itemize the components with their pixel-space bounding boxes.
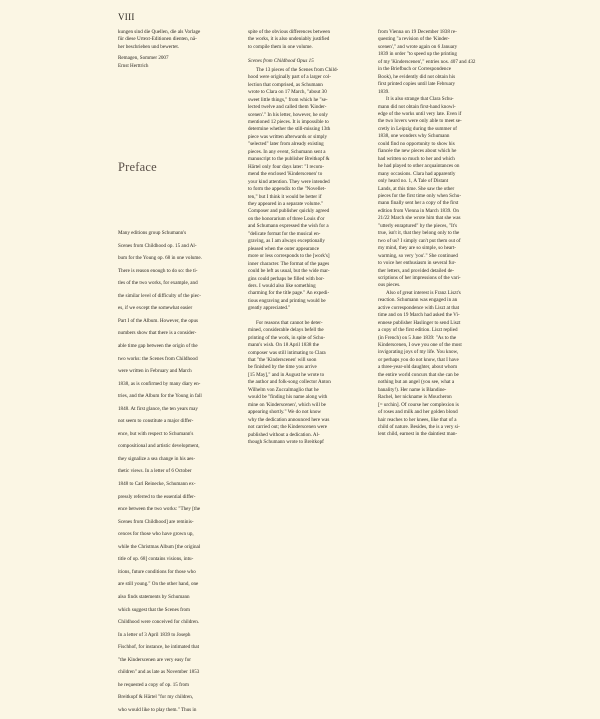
text-line: he had played to other acquaintances on	[378, 163, 460, 170]
text-line: ennese publisher Haslinger to send Liszt	[378, 319, 461, 326]
text-line: mend the enclosed 'Kinderscenen' to	[248, 171, 323, 178]
text-line: published without a dedication. Al-	[248, 431, 320, 438]
text-line: are still young." On the other hand, one	[118, 581, 199, 588]
text-line: mine on 'Kinderscenen', which will be	[248, 401, 326, 408]
text-line: could be left as usual, but the wide mar-	[248, 268, 330, 275]
text-line: In a letter of 3 April 1839 to Joseph	[118, 631, 191, 638]
text-line: why the dedication announced here was	[248, 416, 330, 423]
text-line: child of nature. Besides, the is a very si-	[378, 424, 460, 431]
text-line: Rachel, her nickname is Moucheron	[378, 394, 452, 401]
text-line: For reasons that cannot be deter-	[256, 319, 323, 326]
text-line: they signalize a sea change in his aes-	[118, 455, 196, 462]
text-line: ence between the two works: "They [the	[118, 506, 201, 513]
col3-para-3	[378, 290, 502, 439]
text-line: in the Briefbuch or Correspondence	[378, 66, 451, 73]
text-line: Childhood were conceived for children.	[118, 619, 200, 626]
col3-para-2	[378, 96, 502, 290]
text-line: mined, considerable delays befell the	[248, 327, 324, 334]
text-line: would be "finding his name along with	[248, 394, 328, 401]
text-line: It is also strange that Clara Schu-	[386, 96, 454, 103]
page-number: VIII	[118, 12, 135, 22]
text-line: to compile them in one volume.	[248, 43, 313, 50]
col3-para-1	[378, 29, 502, 96]
text-line: her beschrieben und bewertet.	[118, 43, 180, 50]
text-line: from Vienna on 19 December 1838 re-	[378, 29, 457, 35]
text-line: lection that comprised, as Schumann	[248, 81, 323, 88]
text-line: able time gap between the origin of the	[118, 343, 198, 350]
preface-col2	[248, 29, 366, 446]
text-line: scenen'," and wrote again on 6 January	[378, 43, 458, 50]
text-line: composer was still intimating to Clara	[248, 349, 326, 356]
col2-intro	[248, 29, 366, 51]
text-line: only heard no. 1, A Tale of Distant	[378, 178, 449, 185]
text-line: 1838, as is confirmed by many diary en-	[118, 380, 201, 387]
text-line: Wilhelm von Zuccalmaglio that he	[248, 386, 319, 393]
text-line: scriptions of her impressions of the vari-	[378, 274, 461, 281]
text-line: There is reason enough to do so: the ti-	[118, 267, 198, 274]
text-line: ten," but I think it would be better if	[248, 193, 322, 200]
text-line: pleased when the outer appearance	[248, 245, 319, 252]
text-line: mann finally sent her a copy of the first	[378, 200, 459, 207]
text-line: cretly in Leipzig during the summer of	[378, 125, 457, 132]
text-line: nothing but an angel (you see, what a	[378, 379, 455, 386]
text-line: 1848. At first glance, the ten years may	[118, 405, 198, 412]
text-line: itions, future conditions for those who	[118, 568, 196, 575]
preface-col3	[378, 29, 502, 439]
text-line: Composer and publisher quickly agreed	[248, 208, 330, 215]
text-line: "delicate format for the musical en-	[248, 230, 321, 237]
text-line: invigorating joys of my life. You know,	[378, 349, 459, 356]
text-line: my mind, they are so simple, so heart-	[378, 245, 456, 252]
text-line: banality!). Her name is Blandine-	[378, 386, 447, 393]
text-line: Scenes from Childhood op. 15 and Al-	[118, 242, 197, 249]
text-line: warming, so very 'you'." She continued	[378, 252, 458, 259]
text-line: "the Kinderscenen are very easy for	[118, 656, 191, 663]
text-line: greatly appreciated."	[248, 305, 291, 312]
text-line: hair reaches to her knees, like that of a	[378, 416, 457, 423]
text-line: piece was written afterwards or simply	[248, 133, 328, 140]
text-line: sweet little things," from which he "se-	[248, 96, 328, 103]
author-name: Ernst Herttrich	[118, 62, 149, 69]
text-line: they appeared in a separate volume."	[248, 200, 324, 207]
text-line: "selected" later from already existing	[248, 141, 324, 148]
text-line: 1839.	[378, 88, 390, 95]
text-line: scenen'." In his letter, however, he only	[248, 111, 328, 118]
text-line: fiancée the new pieces about which he	[378, 148, 457, 155]
text-line: manuscript to the publisher Breitkopf &	[248, 156, 330, 163]
text-line: graving, as I am always exceptionally	[248, 238, 325, 245]
text-line: 1838, one wonders why Schumann	[378, 133, 450, 140]
section-heading: Scenes from Childhood Opus 15	[248, 58, 314, 65]
text-line: gins could perhaps be filled with bor-	[248, 275, 325, 282]
text-line: cences for those who have grown up,	[118, 531, 194, 538]
text-line: spite of the obvious differences between	[248, 29, 331, 35]
text-line: ders. I would also like something	[248, 282, 316, 289]
col2-main-text	[248, 67, 366, 313]
text-line: first printed copies until late February	[378, 81, 456, 88]
text-line: of my 'Kinderscenen'," entries nos. 407 and 432	[378, 58, 476, 65]
text-line: (in French) on 5 June 1839: "As to the	[378, 334, 457, 341]
text-line: pieces for the first time only when Schu-	[378, 192, 462, 199]
text-line: ous pieces.	[378, 282, 401, 289]
text-line: two works: the Scenes from Childhood	[118, 355, 198, 362]
text-line: tries, and the Album for the Young in fall	[118, 393, 202, 400]
text-line: reaction. Schumann was engaged in an	[378, 297, 458, 304]
text-line: tious engraving and printing would be	[248, 297, 326, 304]
text-line: [15 May]," and in August he wrote to	[248, 371, 325, 378]
text-line: ence, but with respect to Schumann's	[118, 430, 194, 437]
text-line: who would like to play them." Thus in	[118, 706, 197, 713]
text-line: [= urchin]. Of course her complexion is	[378, 401, 459, 408]
text-line: ther letters, and provided detailed de-	[378, 267, 455, 274]
text-line: or perhaps you do not know, that I have	[378, 356, 459, 363]
text-line: Many editions group Schumann's	[118, 230, 187, 237]
text-line: were written in February and March	[118, 368, 192, 375]
text-line: kungen sind die Quellen, die als Vorlage	[118, 29, 201, 35]
text-line: The 13 pieces of the Scenes from Child-	[256, 66, 339, 73]
text-line: Kinderscenen, I owe you one of the most	[378, 342, 462, 349]
text-line: more or less corresponds to the [work's]	[248, 253, 330, 260]
text-line: of roses and milk and her golden blond	[378, 409, 458, 416]
text-line: bum for the Young op. 68 in one volume.	[118, 255, 202, 262]
text-line: to form the appendix to the "Novellet-	[248, 186, 326, 193]
intro-german-block	[118, 29, 236, 70]
preface-title: Preface	[118, 160, 157, 174]
text-line: true, isn't it, that they belong only to the	[378, 230, 460, 237]
text-line: time and on 19 March had asked the Vi-	[378, 312, 460, 319]
text-line: the author and folk-song collector Anton	[248, 379, 331, 386]
text-line: mann's wish. On 18 April 1838 the	[248, 342, 319, 349]
text-line: lent child, earnest in the daintiest man-	[378, 431, 458, 438]
text-line: edition from Vienna in March 1839. On	[378, 207, 459, 214]
text-line: es, if we except the somewhat easier	[118, 305, 193, 312]
text-line: für diese Urtext-Editionen dienten, nä-	[118, 36, 197, 43]
text-line: though Schumann wrote to Breitkopf	[248, 439, 324, 446]
text-line: printing of the work, in spite of Schu-	[248, 334, 325, 341]
text-line: which suggest that the Scenes from	[118, 606, 191, 613]
text-line: Fischhof, for instance, he intimated that	[118, 644, 200, 651]
text-line: mentioned 12 pieces. It is impossible to	[248, 118, 329, 125]
text-line: the two lovers were only able to meet se-	[378, 118, 462, 125]
text-line: inner character. The format of the pages	[248, 260, 330, 267]
text-line: charming for the title page." An expedi-	[248, 290, 330, 297]
text-line: lected twelve and called them 'Kinder-	[248, 104, 327, 111]
text-line: a copy of the first edition. Liszt replied	[378, 327, 458, 334]
text-line: and Schumann expressed the wish for a	[248, 223, 329, 230]
text-line: he requested a copy of op. 15 from	[118, 681, 190, 688]
preface-col1	[118, 225, 238, 719]
text-line: the similar level of difficulty of the piec-	[118, 292, 201, 299]
text-line: on the honorarium of three Louis d'or	[248, 215, 325, 222]
text-line: a three-year-old daughter, about whom	[378, 364, 458, 371]
text-line: also finds statements by Schumann	[118, 593, 190, 600]
text-line: be finished by the time you arrive	[248, 364, 317, 371]
text-line: Härtel only four days later: "I recom-	[248, 163, 324, 170]
text-line: appearing shortly." We do not know	[248, 409, 322, 416]
text-line: 21/22 March she wrote him that she was	[378, 215, 461, 222]
text-line: Scenes from Childhood] are reminis-	[118, 518, 194, 525]
text-line: children" and as late as November 1853	[118, 669, 200, 676]
text-line: could find no opportunity to show his	[378, 140, 455, 147]
text-line: your kind attention. They were intended	[248, 178, 330, 185]
text-line: mann did not obtain first-hand knowl-	[378, 103, 456, 110]
text-line: two of us? I simply can't put them out of	[378, 237, 461, 244]
text-line: while the Christmas Album [the original	[118, 543, 201, 550]
text-line: active correspondence with Liszt at that	[378, 304, 460, 311]
text-line: tles of the two works, for example, and	[118, 280, 198, 287]
text-line: the works, it is also undeniably justified	[248, 36, 330, 43]
text-line: questing "a revision of the 'Kinder-	[378, 36, 450, 43]
col2-second-para	[248, 320, 366, 447]
text-line: the entire world concurs that she can be	[378, 371, 459, 378]
text-line: Book), he evidently did not obtain his	[378, 73, 456, 80]
text-line: Breitkopf & Härtel "for my children,	[118, 694, 194, 701]
text-line: pressly referred to the essential differ-	[118, 493, 196, 500]
text-line: Also of great interest is Franz Liszt's	[386, 289, 461, 296]
text-line: Lands, at this time. She saw the other	[378, 185, 455, 192]
text-line: compositional and artistic development,	[118, 443, 200, 450]
text-line: "utterly enraptured" by the pieces, "It's	[378, 222, 458, 229]
text-line: numbers show that there is a consider-	[118, 330, 197, 337]
text-line: hood were originally part of a larger col-	[248, 74, 331, 81]
text-line: to voice her enthusiasm in several fur-	[378, 260, 456, 267]
text-line: many occasions. Clara had apparently	[378, 170, 456, 177]
text-line: not carried out; the Kinderscenen were	[248, 424, 328, 431]
text-line: that "the 'Kinderscenen' will soon	[248, 357, 317, 364]
place-date: Remagen, Sommer 2007	[118, 55, 169, 62]
text-line: wrote to Clara on 17 March, "about 30	[248, 89, 327, 96]
text-line: Part I of the Album. However, the opus	[118, 317, 199, 324]
text-line: edge of the works until very late. Even if	[378, 110, 462, 117]
text-line: had written so much to her and which	[378, 155, 455, 162]
text-line: pieces. In any event, Schumann sent a	[248, 148, 326, 155]
text-line: 1839 in order "to speed up the printing	[378, 51, 457, 58]
text-line: determine whether the still-missing 13th	[248, 126, 331, 133]
text-line: thetic views. In a letter of 6 October	[118, 468, 192, 475]
text-line: title of op. 68] contains visions, intu-	[118, 556, 194, 563]
text-line: 1848 to Carl Reinecke, Schumann ex-	[118, 481, 196, 488]
text-line: not seem to constitute a major differ-	[118, 418, 194, 425]
